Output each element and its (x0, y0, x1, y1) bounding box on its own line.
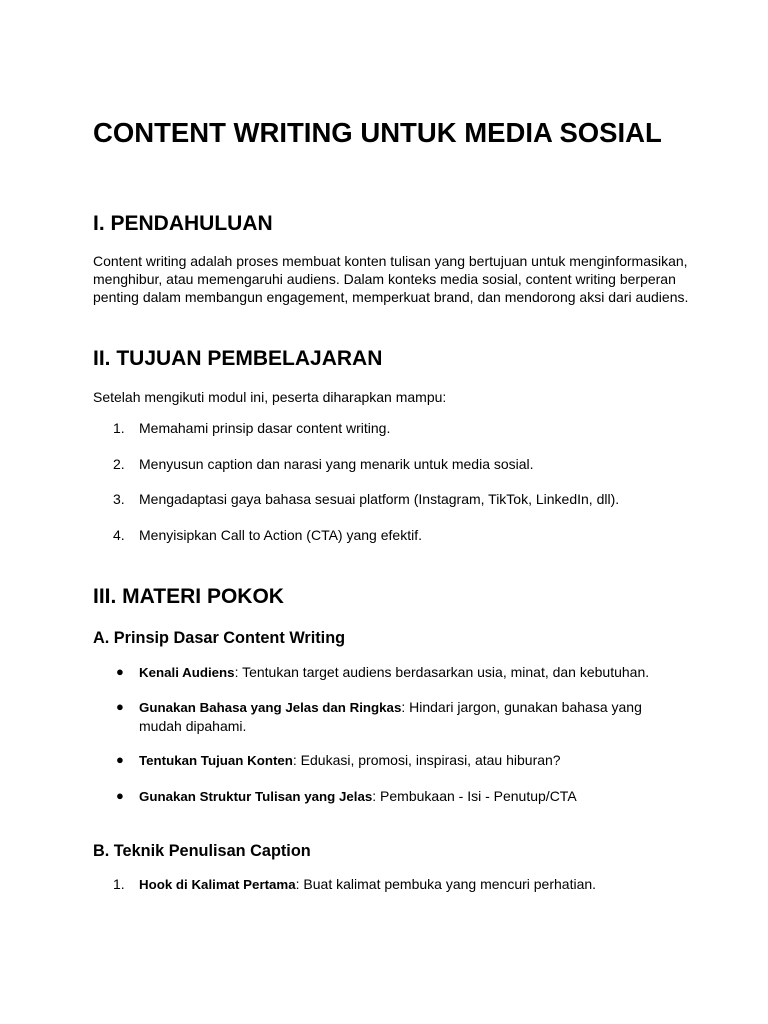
bullet-item-description: : Hindari jargon, gunakan bahasa yang mudah dipahami. (139, 699, 642, 734)
pendahuluan-paragraph: Content writing adalah proses membuat konten tulisan yang bertujuan untuk menginformasikan, menghibur, atau memengaruhi audiens. Dalam konteks media sosial, content writing berperan penting dalam membangun engagement, memperkuat brand, dan mendorong aksi dari audiens. (93, 253, 689, 305)
bullet-icon: ● (116, 788, 124, 803)
list-item-text: Menyusun caption dan narasi yang menarik untuk media sosial. (139, 456, 534, 472)
section-heading-materi: III. MATERI POKOK (93, 585, 284, 608)
bullet-item-text (139, 787, 679, 806)
subsection-heading-prinsip: A. Prinsip Dasar Content Writing (93, 629, 346, 647)
subsection-heading-caption: B. Teknik Penulisan Caption (93, 842, 311, 860)
bullet-icon: ● (116, 699, 124, 714)
bullet-item-text (139, 663, 679, 682)
list-item-text: Memahami prinsip dasar content writing. (139, 420, 391, 436)
list-item-text: Menyisipkan Call to Action (CTA) yang efektif. (139, 527, 422, 543)
bullet-item-description: : Pembukaan - Isi - Penutup/CTA (372, 788, 577, 804)
list-number: 2. (113, 456, 125, 472)
list-number: 1. (113, 420, 125, 436)
bullet-item-description: : Tentukan target audiens berdasarkan usia, minat, dan kebutuhan. (234, 664, 650, 680)
section-heading-tujuan: II. TUJUAN PEMBELAJARAN (93, 347, 383, 370)
bullet-icon: ● (116, 752, 124, 767)
bullet-item-term: Kenali Audiens (139, 665, 235, 680)
list-item-text: Mengadaptasi gaya bahasa sesuai platform (Instagram, TikTok, LinkedIn, dll). (139, 491, 620, 507)
list-number: 4. (113, 527, 125, 543)
bullet-item-term: Tentukan Tujuan Konten (139, 753, 293, 768)
bullet-item-term: Gunakan Struktur Tulisan yang Jelas (139, 789, 373, 804)
bullet-icon: ● (116, 664, 124, 679)
list-number: 1. (113, 876, 125, 892)
list-item-text (139, 875, 679, 894)
list-number: 3. (113, 491, 125, 507)
list-item-term: Hook di Kalimat Pertama (139, 877, 296, 892)
tujuan-intro: Setelah mengikuti modul ini, peserta diharapkan mampu: (93, 389, 447, 405)
section-heading-pendahuluan: I. PENDAHULUAN (93, 212, 273, 235)
list-item-description: : Buat kalimat pembuka yang mencuri perhatian. (295, 876, 597, 892)
document-title: CONTENT WRITING UNTUK MEDIA SOSIAL (93, 117, 662, 148)
bullet-item-description: : Edukasi, promosi, inspirasi, atau hiburan? (292, 752, 561, 768)
bullet-item-text (139, 698, 679, 735)
bullet-item-text (139, 751, 679, 770)
bullet-item-term: Gunakan Bahasa yang Jelas dan Ringkas (139, 700, 402, 715)
